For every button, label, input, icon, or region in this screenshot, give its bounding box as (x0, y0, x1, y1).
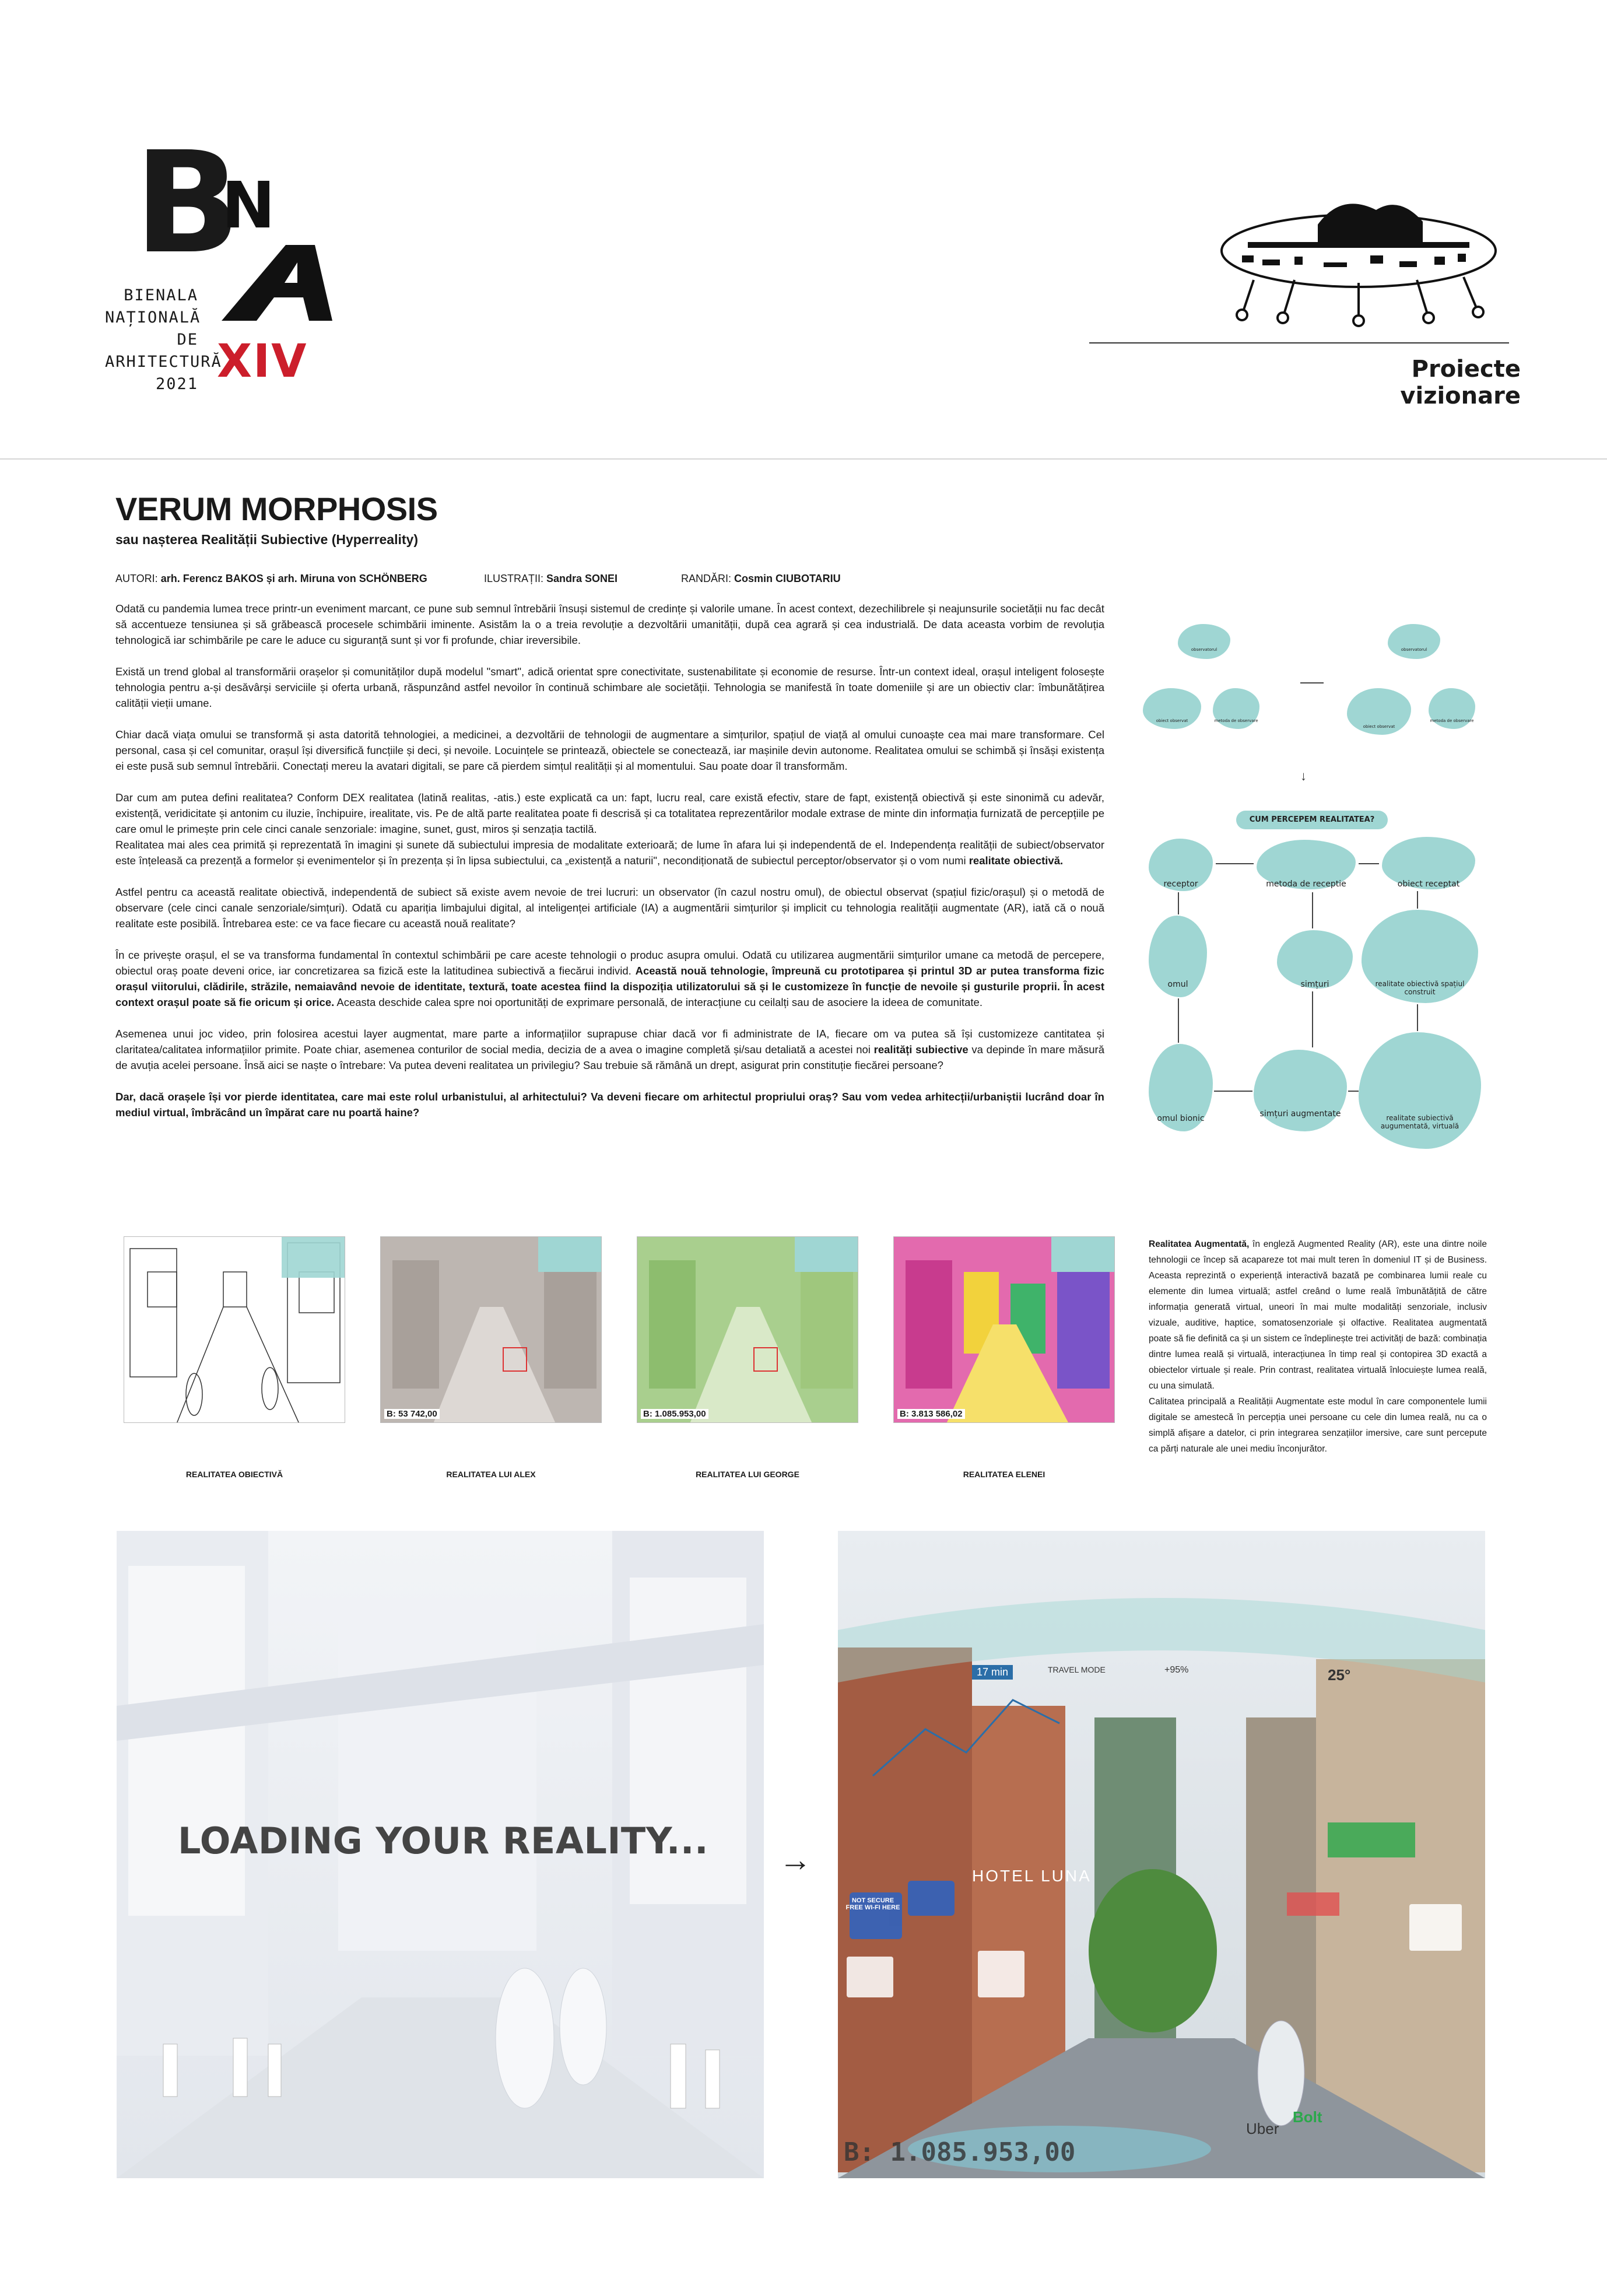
paragraph (1149, 1236, 1487, 1394)
diagram-arrow (1178, 998, 1179, 1043)
logo-letters-na (216, 175, 344, 338)
paragraph (115, 947, 1104, 1010)
text-run-bold: realități subiective (873, 1043, 969, 1056)
credits-authors (115, 573, 427, 585)
diagram-node-label: realitate subiectivă augumentată, virtuală (1380, 1114, 1459, 1130)
diagram-node-label: metoda de observare (1430, 718, 1474, 723)
edition-number: XIV (217, 335, 308, 388)
render-augmented (838, 1531, 1485, 2178)
uber-label: Uber (1246, 2120, 1279, 2137)
diagram-node-label: obiect observat (1156, 718, 1188, 723)
arrow-right-icon: → (779, 1841, 812, 1878)
text-run-bold: Această nouă tehnologie, împreună cu prototiparea și printul 3D ar putea transforma fizic orașul viitorului, clădirile, străzile, nemaiavând nevoie de identitate, textură, toate acestea fiind la dispoziția utilizatorului să și le customizeze în funcție de nevoile și gusturile proprii. În acest context orașul poate să fie oricum și orice. (115, 965, 1104, 1008)
wallet-balance: B: 1.085.953,00 (844, 2137, 1076, 2167)
loading-heading: LOADING YOUR REALITY... (178, 1820, 709, 1862)
text-run: în engleză Augmented Reality (AR), este una dintre noile tehnologii ce încep să acapareze tot mai mult teren în domeniul IT și de Business. Aceasta reprezintă o experiență interactivă bazată pe combinarea lumii reale cu elemente din lumea virtuală; astfel creând o lume reală îmbunătățită de către informația generată virtual, uneori în mai multe modalități senzoriale, inclusiv vizuale, auditive, haptice, somatosenzoriale și olfactive. Realitatea augmentată poate să fie definită ca și un sistem ce îndeplinește trei activități de bază: combinația dintre lumea reală și virtuală, interacțiunea în timp real și contopirea 3D exactă a obiectelor virtuale și reale. Prin contrast, realitatea virtuală înlocuiește lumea reală, cu una simulată. (1149, 1239, 1487, 1391)
sketch-george (637, 1237, 858, 1423)
paragraph: Calitatea principală a Realității Augmentate este modul în care componentele lumii digitale se amestecă în percepția unei persoane cu cele din lumea reală, nu ca o simplă afișare a datelor, ci prin integrarea senzațiilor imersive, care sunt percepute ca părți naturale ale unei mediu înconjurător. (1149, 1397, 1487, 1454)
logo-line: DE (177, 331, 198, 349)
project-title: VERUM MORPHOSIS (115, 490, 438, 527)
diagram-node-label: metoda de receptie (1266, 879, 1346, 889)
text-run: În ce privește orașul, el se va transforma fundamental în contextul schimbării pe care aceste tehnologii o produc asupra omului. Odată cu utilizarea augmentării simțurilor umane ca metodă de percepere, obiectul oraș poate deveni orice, iar concretizarea sa fizică este la latitudinea subiectivă a fiecărui individ. (115, 949, 1104, 977)
category-rule (1089, 342, 1509, 343)
paragraph (115, 837, 1104, 868)
sketch-elena (894, 1237, 1115, 1423)
bolt-label: Bolt (1293, 2108, 1322, 2126)
paragraph: Astfel pentru ca această realitate obiectivă, independentă de subiect să existe avem nevoie de trei lucruri: un observator (în cazul nostru omul), de obiectul observat (spațiul fizic/orașul) și o metodă de observare (cele cinci canale senzoriale/simțuri). Odată cu apariția limbajului digital, al inteligenței artificiale (IA) a augmentării simțurilor și implicit cu tehnologia realității augmentate (AR), iată că o nouă realitate este posibilă. Întrebarea este: ce va face fiecare cu această nouă realitate? (115, 886, 1104, 930)
logo-line: 2021 (155, 375, 198, 393)
triad-diagrams (1143, 618, 1493, 764)
hud-battery: +95% (1164, 1665, 1189, 1675)
diagram-arrow (1216, 863, 1254, 864)
wallet-balance: B: 3.813 586,02 (897, 1409, 965, 1419)
wallet-balance: B: 53 742,00 (384, 1409, 440, 1419)
diagram-node-label: observatorul (1401, 647, 1427, 652)
diagram-arrow (1312, 892, 1313, 928)
panel-objective (124, 1236, 345, 1423)
paragraph: Chiar dacă viața omului se transformă și asta datorită tehnologiei, a medicinei, a dezvoltării de tehnologii de augmentare a simțurilor, spațiul de viață al omului cunoaște cea mai mare transformare. Cel personal, casa și cel comunitar, orașul își diversifică funcțiile și deci, și nevoile. Locuințele se printează, obiectele se conectează, iar mașinile devin autonome. Realitatea omului se schimbă și însăși existența ei este pusă sub semnul întrebării. Conectați mereu la avatari digitali, se pare că pierdem simțul realității și al momentului. Sau poate doar îl transformăm. (115, 728, 1104, 772)
logo-letter-b: B (134, 121, 237, 285)
panel-caption: REALITATEA OBIECTIVĂ (185, 1470, 283, 1479)
text-run: Realitatea mai ales cea primită și reprezentată în imagini și sunete dă subiectului impresia de modalitate exterioară; de lume în afara lui și independentă de el. Independența realității de subiect/observator este înțeleasă ca prezență a formelor și evenimentelor și în prezența și în lipsa subiectului, ca „existență a naturii", necondiționată de subiectul perceptor/observator și o vom numi (115, 839, 1104, 867)
text-run-bold: realitate obiectivă. (969, 854, 1064, 867)
diagram-node-label: omul bionic (1157, 1114, 1205, 1123)
logo-subtitle (105, 285, 222, 395)
wallet-balance: B: 1.085.953,00 (641, 1409, 708, 1419)
credits-illustrations (484, 573, 617, 585)
body-text (115, 601, 1104, 1136)
panel-alex (380, 1236, 602, 1423)
credits-label: AUTORI: (115, 573, 161, 584)
credits-value: Cosmin CIUBOTARIU (734, 573, 841, 584)
sketch-objective (124, 1237, 345, 1423)
diagram-node-label: omul (1167, 980, 1188, 989)
project-subtitle: sau nașterea Realității Subiective (Hyperreality) (115, 532, 418, 547)
diagram-arrow (1178, 892, 1179, 914)
text-run: va depinde în mare măsură de avuția acelei persoane. Însă aici se naște o întrebare: Va putea deveni realitatea un privilegiu? Sau trebuie să rămână un drept, asigurat prin constituție fiecărei persoane? (115, 1043, 1104, 1071)
logo-line: BIENALA (124, 286, 198, 304)
diagram-arrow (1214, 1091, 1252, 1092)
panel-caption: REALITATEA LUI GEORGE (696, 1470, 799, 1479)
diagram-node-label: realitate obiectivă spațiul construit (1375, 980, 1465, 996)
augmented-reality-text (1149, 1236, 1487, 1457)
header-divider (0, 458, 1607, 460)
text-run: Aceasta deschide calea spre noi oportunități de exprimare personală, de interacțiune cu ceilalți sau de asociere la ideea de comunitate. (334, 996, 983, 1008)
credits-renders (681, 573, 841, 585)
paragraph: Dar cum am putea defini realitatea? Conform DEX realitatea (latină realitas, -atis.) este explicată ca un: fapt, lucru real, care există efectiv, stare de fapt, existență obiectivă și este sinonimă cu adevăr, existență, veridicitate și antonim cu iluzie, închipuire, irealitate, vis. Pe de altă parte realitatea poate fi descrisă și ca totalitatea reprezentărilor modale extrase de minte din informația furnizată de percepțiile pe care omul le primește prin cele cinci canale senzoriale: imagine, sunet, gust, miros și senzația tactilă. (115, 791, 1104, 835)
down-arrow-icon: ↓ (1300, 769, 1307, 783)
sketch-alex (381, 1237, 602, 1423)
vehicle-illustration (1207, 181, 1510, 332)
credits-value: Sandra SONEI (546, 573, 618, 584)
panel-caption: REALITATEA LUI ALEX (446, 1470, 536, 1479)
wifi-warning: NOT SECURE FREE WI-FI HERE (845, 1897, 900, 1911)
credits-label: RANDĂRI: (681, 573, 735, 584)
diagram-arrow (1417, 891, 1418, 909)
panel-caption: REALITATEA ELENEI (963, 1470, 1045, 1479)
paragraph: Odată cu pandemia lumea trece printr-un eveniment marcant, ce pune sub semnul întrebării însuși sistemul de credințe și valorile umane. În acest context, dezechilibrele și neajunsurile societății nu fac decât să accentueze tensiunea și să grăbească procesele schimbării iminente. Asistăm la o a treia revoluție a dezvoltării umanității, după cea agrară și cea industrială. De data aceasta vorbim de revoluția tehnologică iar schimbările pe care le aduce cu siguranță sunt și vor fi profunde, chiar ireversibile. (115, 602, 1104, 646)
perception-diagram (1137, 811, 1499, 1161)
hud-mode: TRAVEL MODE (1048, 1665, 1106, 1674)
text-run-bold: Realitatea Augmentată, (1149, 1239, 1250, 1249)
credits-value: arh. Ferencz BAKOS și arh. Miruna von SCHÖNBERG (160, 573, 427, 584)
diagram-title: CUM PERCEPEM REALITATEA? (1249, 815, 1375, 824)
paragraph-question: Dar, dacă orașele își vor pierde identitatea, care mai este rolul urbanistului, al arhitectului? Va deveni fiecare om arhitectul propriului oraș? Sau vom vedea arhitecții/urbaniștii lucrând doar în mediul virtual, îmbrăcând un împărat care nu poartă haine? (115, 1091, 1104, 1119)
diagram-arrow (1348, 1091, 1359, 1092)
diagram-arrow (1359, 863, 1379, 864)
logo-na-mark (216, 175, 344, 327)
paragraph (115, 1026, 1104, 1073)
paragraph: Există un trend global al transformării orașelor și comunităților după modelul "smart", adică orientat spre conectivitate, sustenabilitate și economie de resurse. Într-un context ideal, orașul inteligent folosește tehnologia pentru a-și desăvârși serviciile și oferta urbană, răspunzând astfel nevoilor în continuă schimbare ale societății. Tehnologia se manifestă în toate domeniile și are un obiectiv clar: îmbunătățirea calității vieții umane. (115, 665, 1104, 709)
hud-temperature: 25° (1328, 1666, 1351, 1684)
hotel-sign: HOTEL LUNA (972, 1867, 1092, 1885)
diagram-node-label: simțuri augmentate (1259, 1109, 1341, 1119)
diagram-arrow (1417, 1004, 1418, 1031)
logo-line: NAȚIONALĂ (105, 309, 201, 327)
svg-text:N: N (222, 175, 276, 243)
diagram-node-label: receptor (1163, 879, 1198, 889)
hud-time: 17 min (972, 1665, 1013, 1680)
render-augmented-scene (838, 1531, 1485, 2178)
credits-label: ILUSTRAȚII: (484, 573, 547, 584)
diagram-node-label: simțuri (1300, 980, 1329, 989)
panel-elena (893, 1236, 1115, 1423)
diagram-arrow (1312, 991, 1313, 1047)
diagram-node-label: metoda de observare (1214, 718, 1258, 723)
diagram-node-label: obiect receptat (1397, 879, 1460, 889)
diagram-arrow (1300, 682, 1324, 683)
category-label: Proiecte vizionare (1400, 356, 1521, 409)
diagram-node-label: observatorul (1191, 647, 1217, 652)
text-run: Asemenea unui joc video, prin folosirea acestui layer augmentat, mare parte a informațiilor suprapuse chiar dacă vor fi administrate de IA, fiecare om va putea să își customizeze cantitatea și claritatea/calitatea informațiilor primite. Poate chiar, asemenea conturilor de social media, decizia de a avea o imagine completă și/sau detaliată a acestei noi (115, 1028, 1104, 1056)
diagram-node-label: obiect observat (1363, 724, 1395, 729)
panel-george (637, 1236, 858, 1423)
logo-line: ARHITECTURĂ (105, 353, 222, 371)
